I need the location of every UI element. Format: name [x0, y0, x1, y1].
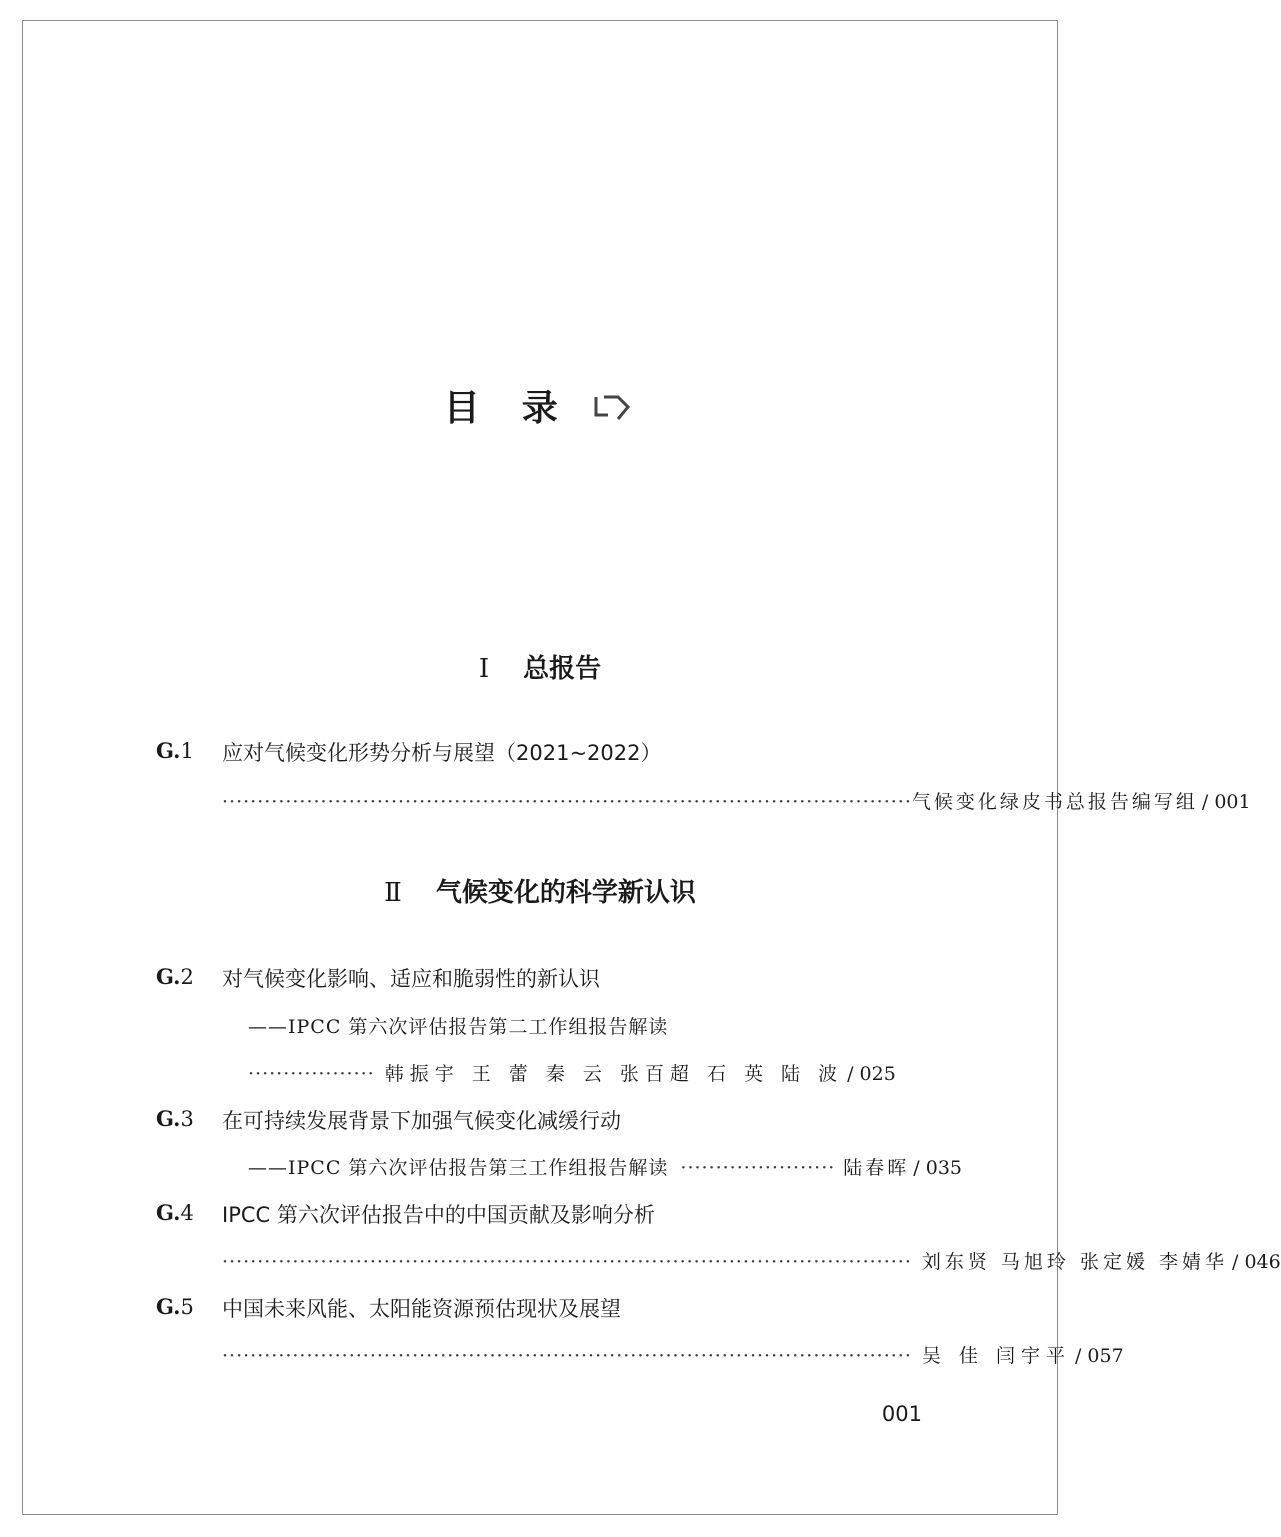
section-numeral: Ⅰ [478, 654, 490, 684]
toc-title-char-2: 录 [521, 387, 560, 429]
entry-authors-g2: 韩振宇 王 蕾 秦 云 张百超 石 英 陆 波 [384, 1063, 844, 1085]
toc-decoration-icon [592, 389, 636, 425]
toc-title [0, 380, 1080, 431]
toc-title-char-1: 目 [443, 387, 482, 429]
entry-authors-g1: 气候变化绿皮书总报告编写组 [911, 791, 1198, 813]
entry-label-g5: G.5 [156, 1294, 194, 1319]
entry-label-g4: G.4 [156, 1200, 194, 1225]
section-heading-1 [0, 648, 1080, 685]
entry-label-g1: G.1 [156, 738, 194, 763]
entry-page-g1[interactable]: / 001 [1201, 791, 1251, 813]
entry-page-g4[interactable]: / 046 [1232, 1251, 1281, 1273]
entry-label-g2: G.2 [156, 964, 194, 989]
leader-dots: ·································································································· [222, 791, 912, 813]
section-title: 气候变化的科学新认识 [435, 878, 696, 908]
leader-dots: ·································································································· [222, 1251, 912, 1273]
entry-page-g5[interactable]: / 057 [1074, 1345, 1124, 1367]
entry-title-g4[interactable]: IPCC 第六次评估报告中的中国贡献及影响分析 [222, 1203, 655, 1227]
entry-dotline-g3 [248, 1153, 963, 1180]
page-number: 001 [881, 1402, 922, 1426]
entry-label-g3: G.3 [156, 1106, 194, 1131]
entry-dotline-g4 [222, 1247, 1281, 1274]
entry-dotline-g2 [248, 1059, 922, 1086]
entry-authors-g4: 刘东贤 马旭玲 张定媛 李婧华 [921, 1251, 1229, 1273]
leader-dots: ·································································································· [222, 1345, 912, 1367]
page-border [22, 20, 1058, 1515]
entry-dotline-g1 [222, 787, 1251, 814]
section-title: 总报告 [523, 654, 602, 684]
entry-title-g5[interactable]: 中国未来风能、太阳能资源预估现状及展望 [222, 1297, 621, 1321]
entry-title-g1[interactable]: 应对气候变化形势分析与展望（2021~2022） [222, 741, 662, 765]
section-numeral: Ⅱ [384, 878, 402, 908]
entry-page-g2[interactable]: / 025 [847, 1063, 896, 1085]
entry-subtitle-g3: ——IPCC 第六次评估报告第三工作组报告解读 [248, 1157, 669, 1179]
entry-title-g2[interactable]: 对气候变化影响、适应和脆弱性的新认识 [222, 967, 600, 991]
entry-dotline-g5 [222, 1341, 1124, 1368]
leader-dots: ·················· [248, 1063, 375, 1085]
entry-authors-g3: 陆春晖 [843, 1157, 910, 1179]
entry-subtitle-g2: ——IPCC 第六次评估报告第二工作组报告解读 [248, 1016, 669, 1038]
entry-authors-g5: 吴 佳 闫宇平 [921, 1345, 1071, 1367]
leader-dots: ······················ [680, 1157, 836, 1179]
entry-title-g3[interactable]: 在可持续发展背景下加强气候变化减缓行动 [222, 1109, 621, 1133]
entry-page-g3[interactable]: / 035 [913, 1157, 963, 1179]
section-heading-2 [0, 872, 1080, 909]
